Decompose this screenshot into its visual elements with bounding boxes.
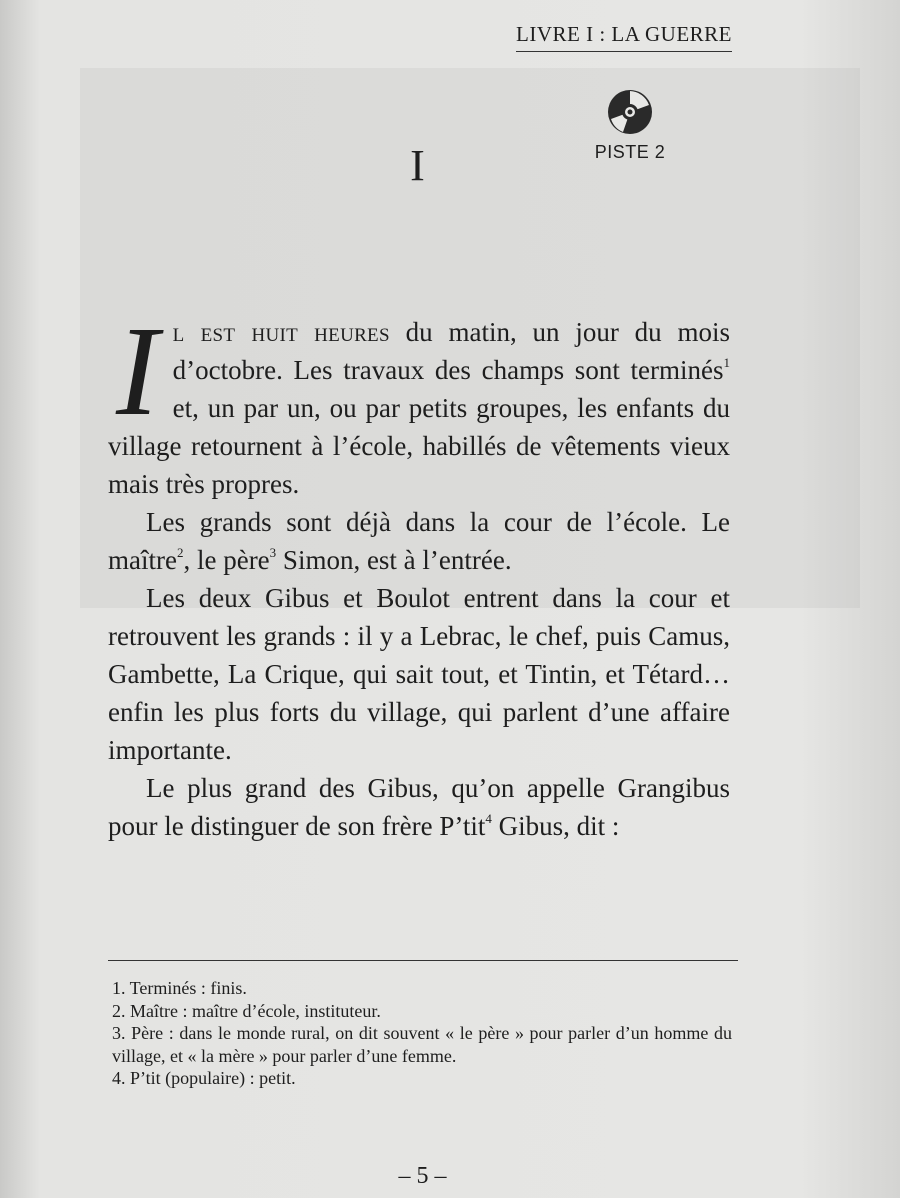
footnote-ref: 4 bbox=[485, 811, 492, 826]
cd-icon bbox=[606, 88, 654, 136]
footnote-ref: 2 bbox=[176, 545, 184, 560]
body-text bbox=[108, 300, 730, 845]
paragraph-4 bbox=[108, 769, 730, 845]
opening-smallcaps: l est huit heures bbox=[172, 317, 390, 347]
footnote-ref: 1 bbox=[723, 355, 730, 370]
paragraph-text: Simon, est à l’entrée. bbox=[276, 545, 512, 575]
paragraph-text: et, un par un, ou par petits groupes, les enfants du village retournent à l’école, habillés de vêtements vieux mais très propres. bbox=[108, 393, 730, 499]
paragraph-text: Le plus grand des Gibus, qu’on appelle Grangibus pour le distinguer de son frère P’tit bbox=[108, 773, 730, 841]
paragraph-1 bbox=[108, 300, 730, 503]
footnote-ref: 3 bbox=[269, 545, 277, 560]
track-label: PISTE 2 bbox=[594, 142, 666, 162]
footnote-1: 1. Terminés : finis. bbox=[112, 978, 247, 998]
paragraph-text: Les grands sont déjà dans la cour de l’école. Le maître bbox=[108, 507, 730, 575]
drop-cap: I bbox=[116, 300, 159, 442]
footnote-2: 2. Maître : maître d’école, instituteur. bbox=[112, 1000, 381, 1021]
page-number: – 5 – bbox=[398, 1163, 447, 1189]
paragraph-text: du matin, un jour du mois d’octobre. Les travaux des champs sont terminés bbox=[172, 317, 730, 385]
paragraph-2 bbox=[108, 503, 730, 579]
footnote-4: 4. P’tit (populaire) : petit. bbox=[112, 1068, 296, 1088]
footnote-3: 3. Père : dans le monde rural, on dit souvent « le père » pour parler d’un homme du village, et « la mère » pour parler d’une femme. bbox=[112, 1023, 732, 1066]
footnotes bbox=[112, 977, 732, 1090]
paragraph-3: Les deux Gibus et Boulot entrent dans la cour et retrouvent les grands : il y a Lebrac, le chef, puis Camus, Gambette, La Crique, qui sait tout, et Tintin, et Tétard… enfin les plus forts du village, qui parlent d’une affaire importante. bbox=[108, 583, 730, 765]
chapter-number: I bbox=[410, 141, 425, 190]
paragraph-text: , le père bbox=[183, 545, 270, 575]
footnote-divider bbox=[108, 960, 738, 961]
running-head: LIVRE I : LA GUERRE bbox=[516, 22, 732, 52]
paragraph-text: Gibus, dit : bbox=[491, 811, 620, 841]
